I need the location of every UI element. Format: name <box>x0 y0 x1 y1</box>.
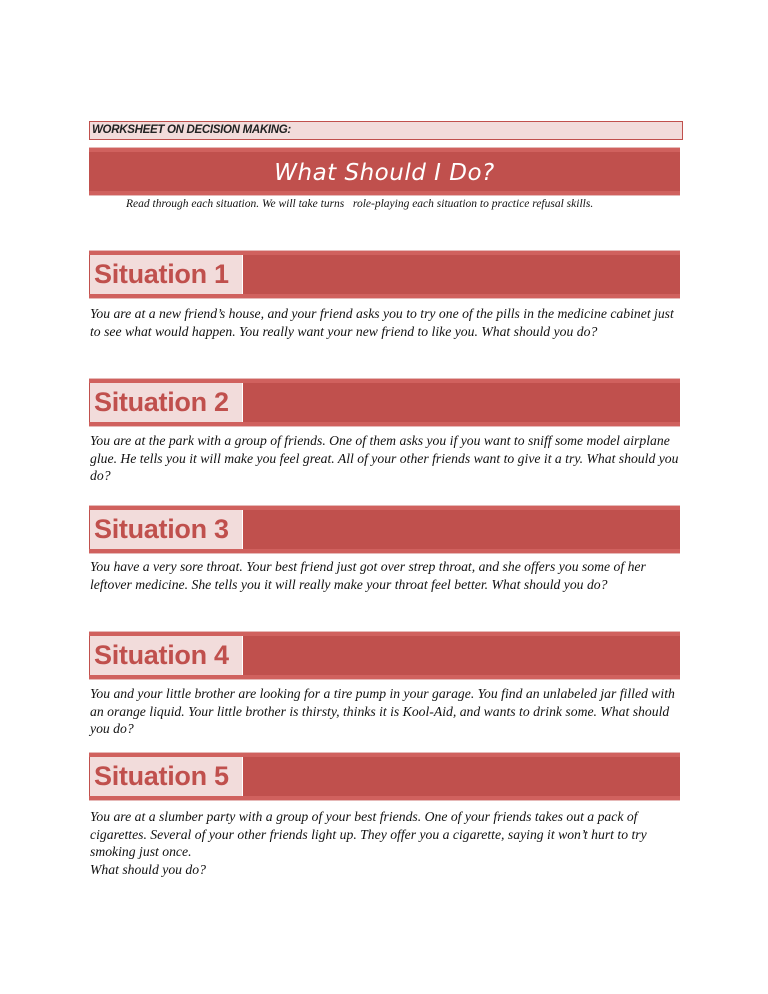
situation-2-banner <box>89 378 680 427</box>
situation-4-label-box <box>90 636 243 675</box>
situation-3-heading: Situation 3 <box>94 514 229 544</box>
situation-1-heading: Situation 1 <box>94 259 229 289</box>
situation-2-label-box <box>90 383 243 422</box>
situation-2-text: You are at the park with a group of friends. One of them asks you if you want to sniff some model airplane glue. He tells you it will make you feel great. All of your other friends want to give it a try. What should you do? <box>90 433 679 483</box>
situation-3-label-box <box>90 510 243 549</box>
page-title: What Should I Do? <box>274 160 495 186</box>
title-banner <box>89 147 680 196</box>
situation-3-text: You have a very sore throat. Your best friend just got over strep throat, and she offers you some of her leftover medicine. She tells you it will really make your throat feel better. What should you do? <box>90 559 646 592</box>
situation-1-banner <box>89 250 680 299</box>
situation-5-banner <box>89 752 680 801</box>
situation-1-label-box <box>90 255 243 294</box>
situation-4-heading: Situation 4 <box>94 640 229 670</box>
situation-3-banner <box>89 505 680 554</box>
situation-4-banner <box>89 631 680 680</box>
situation-5-question: What should you do? <box>90 861 206 877</box>
instructions-text: Read through each situation. We will take turns role-playing each situation to practice refusal skills. <box>126 198 594 210</box>
situation-2-heading: Situation 2 <box>94 387 229 417</box>
situation-5-heading: Situation 5 <box>94 761 229 791</box>
situation-5-text-body: You are at a slumber party with a group of your best friends. One of your friends takes out a pack of cigarettes. Several of your other friends light up. They offer you a cigarette, saying it won’t hurt to try smoking just once. <box>90 809 647 859</box>
situation-5-text <box>90 808 684 878</box>
situation-4-text: You and your little brother are looking for a tire pump in your garage. You find an unlabeled jar filled with an orange liquid. Your little brother is thirsty, thinks it is Kool-Aid, and wants to drink some. What should you do? <box>90 686 675 736</box>
situation-1-text: You are at a new friend’s house, and your friend asks you to try one of the pills in the medicine cabinet just to see what would happen. You really want your new friend to like you. What should you do? <box>90 306 674 339</box>
worksheet-header: WORKSHEET ON DECISION MAKING: <box>89 121 683 140</box>
situation-5-label-box <box>90 757 243 796</box>
